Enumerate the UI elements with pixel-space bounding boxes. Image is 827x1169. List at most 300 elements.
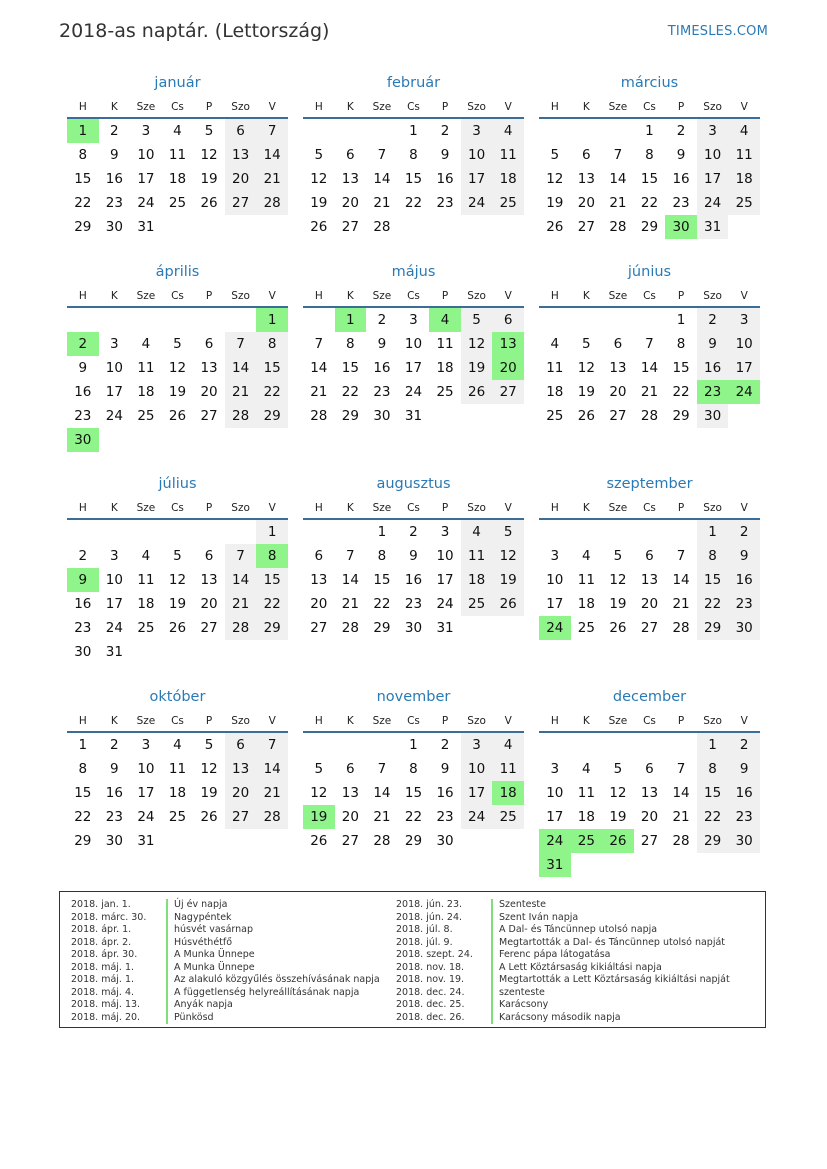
day-cell: 30 <box>373 408 391 424</box>
day-cell: 21 <box>256 781 288 805</box>
day-cell: 18 <box>546 384 564 400</box>
legend-holiday-name: Ferenc pápa látogatása <box>499 949 611 960</box>
day-cell: 18 <box>461 568 493 592</box>
weekday-label: K <box>110 502 118 514</box>
empty-cell <box>665 733 697 757</box>
day-cell: 5 <box>314 147 324 163</box>
legend-holiday-name: Szenteste <box>499 899 546 910</box>
weekday-label: Sze <box>136 290 156 302</box>
day-cell: 9 <box>728 544 760 568</box>
day-grid <box>67 308 288 452</box>
day-cell: 13 <box>609 360 627 376</box>
day-cell: 6 <box>225 119 257 143</box>
legend-marker <box>166 924 168 937</box>
day-cell: 19 <box>609 809 627 825</box>
day-cell: 5 <box>550 147 560 163</box>
weekday-label: K <box>582 715 590 727</box>
day-cell: 17 <box>105 596 123 612</box>
day-cell: 25 <box>577 620 595 636</box>
legend-marker <box>491 924 493 937</box>
day-grid <box>303 119 524 239</box>
day-cell: 21 <box>373 809 391 825</box>
day-cell: 23 <box>728 805 760 829</box>
day-cell: 12 <box>577 360 595 376</box>
day-cell: 9 <box>440 147 450 163</box>
day-cell: 21 <box>225 592 257 616</box>
weekday-label: Sze <box>372 101 392 113</box>
day-cell: 13 <box>310 572 328 588</box>
day-cell: 10 <box>461 143 493 167</box>
legend-row <box>60 999 380 1012</box>
day-cell: 29 <box>341 408 359 424</box>
day-cell: 21 <box>609 195 627 211</box>
day-cell: 19 <box>168 384 187 400</box>
month-calendar <box>303 687 524 853</box>
legend-row <box>60 962 380 975</box>
empty-cell <box>461 829 493 853</box>
day-cell: 21 <box>373 195 391 211</box>
day-cell: 20 <box>200 596 218 612</box>
weekday-header <box>539 498 760 520</box>
month-name: május <box>391 264 436 280</box>
day-cell: 1 <box>409 123 418 139</box>
brand-link[interactable]: TIMESLES.COM <box>667 24 768 39</box>
weekday-label: Cs <box>407 290 420 302</box>
day-cell: 3 <box>461 119 493 143</box>
weekday-label: Cs <box>407 502 420 514</box>
month-name: január <box>154 75 201 91</box>
day-cell: 14 <box>341 572 359 588</box>
legend-row <box>385 912 730 925</box>
day-cell: 3 <box>461 733 493 757</box>
day-cell: 17 <box>461 167 493 191</box>
day-cell: 5 <box>204 123 214 139</box>
day-cell: 7 <box>256 119 288 143</box>
legend-date: 2018. máj. 1. <box>71 961 135 973</box>
day-cell: 17 <box>728 356 760 380</box>
legend-marker <box>491 962 493 975</box>
holiday-legend <box>59 891 766 1028</box>
holiday-day-cell: 30 <box>665 215 697 239</box>
legend-marker <box>166 899 168 912</box>
day-cell: 3 <box>110 548 119 564</box>
day-cell: 23 <box>373 384 391 400</box>
day-cell: 6 <box>204 548 214 564</box>
legend-holiday-name: Szent Iván napja <box>499 911 579 923</box>
day-cell: 12 <box>168 360 187 376</box>
empty-cell <box>492 215 524 239</box>
day-cell: 13 <box>640 572 659 588</box>
weekday-label: V <box>504 101 512 113</box>
day-cell: 13 <box>640 785 659 801</box>
day-cell: 30 <box>105 833 123 849</box>
day-grid <box>539 520 760 640</box>
day-cell: 16 <box>672 171 690 187</box>
day-cell: 15 <box>640 171 659 187</box>
day-cell: 17 <box>137 171 155 187</box>
day-cell: 31 <box>137 833 155 849</box>
weekday-label: Cs <box>643 290 656 302</box>
holiday-day-cell: 1 <box>256 308 288 332</box>
weekday-label: H <box>314 715 323 727</box>
legend-row <box>60 912 380 925</box>
weekday-label: Sze <box>136 715 156 727</box>
empty-cell <box>461 616 493 640</box>
legend-row <box>385 924 730 937</box>
empty-cell <box>130 520 162 544</box>
empty-cell <box>67 308 99 332</box>
day-cell: 28 <box>225 616 257 640</box>
day-cell: 26 <box>168 408 187 424</box>
weekday-header <box>67 498 288 520</box>
weekday-label: Sze <box>136 101 156 113</box>
day-cell: 19 <box>200 785 218 801</box>
day-cell: 11 <box>577 785 595 801</box>
month-name: március <box>620 75 679 91</box>
day-cell: 8 <box>697 757 729 781</box>
empty-cell <box>665 520 697 544</box>
day-cell: 28 <box>256 805 288 829</box>
day-cell: 25 <box>168 809 187 825</box>
empty-cell <box>130 308 162 332</box>
legend-date: 2018. júl. 9. <box>396 936 453 948</box>
day-cell: 18 <box>168 785 187 801</box>
day-cell: 24 <box>137 195 155 211</box>
day-cell: 27 <box>200 620 218 636</box>
weekday-label: Szo <box>703 715 722 727</box>
day-cell: 5 <box>204 737 214 753</box>
empty-cell <box>398 215 430 239</box>
weekday-label: H <box>314 502 323 514</box>
day-cell: 8 <box>377 548 387 564</box>
day-cell: 9 <box>676 147 686 163</box>
day-cell: 30 <box>74 644 92 660</box>
day-cell: 5 <box>613 548 623 564</box>
day-cell: 3 <box>110 336 119 352</box>
day-cell: 15 <box>256 568 288 592</box>
day-cell: 19 <box>461 356 493 380</box>
day-cell: 11 <box>461 544 493 568</box>
day-cell: 16 <box>436 785 454 801</box>
weekday-label: V <box>504 715 512 727</box>
legend-date: 2018. máj. 20. <box>71 1011 141 1023</box>
day-grid <box>303 308 524 428</box>
weekday-label: Szo <box>231 502 250 514</box>
empty-cell <box>461 404 493 428</box>
day-cell: 4 <box>492 119 524 143</box>
empty-cell <box>193 308 225 332</box>
weekday-label: Cs <box>643 502 656 514</box>
weekday-header <box>539 286 760 308</box>
day-cell: 11 <box>137 360 155 376</box>
day-cell: 31 <box>404 408 423 424</box>
day-cell: 15 <box>404 785 423 801</box>
legend-date: 2018. dec. 25. <box>396 999 465 1010</box>
month-name: augusztus <box>376 476 451 492</box>
month-calendar <box>303 73 524 239</box>
empty-cell <box>602 308 634 332</box>
day-cell: 24 <box>137 809 155 825</box>
day-grid <box>539 308 760 428</box>
day-cell: 14 <box>373 785 391 801</box>
empty-cell <box>67 520 99 544</box>
empty-cell <box>303 520 335 544</box>
day-cell: 5 <box>314 761 324 777</box>
day-cell: 22 <box>697 805 729 829</box>
weekday-label: P <box>205 502 213 514</box>
legend-row <box>385 949 730 962</box>
weekday-label: V <box>504 502 512 514</box>
weekday-label: P <box>677 101 685 113</box>
day-cell: 6 <box>346 761 355 777</box>
day-cell: 14 <box>672 572 690 588</box>
day-cell: 15 <box>404 171 423 187</box>
day-cell: 25 <box>492 805 524 829</box>
day-cell: 4 <box>461 520 493 544</box>
weekday-label: H <box>550 101 559 113</box>
day-cell: 12 <box>200 147 218 163</box>
day-cell: 18 <box>168 171 187 187</box>
day-cell: 18 <box>137 596 155 612</box>
day-cell: 27 <box>640 620 659 636</box>
weekday-label: V <box>268 502 276 514</box>
empty-cell <box>571 853 603 877</box>
day-cell: 22 <box>256 592 288 616</box>
empty-cell <box>602 853 634 877</box>
day-cell: 5 <box>582 336 591 352</box>
weekday-label: Cs <box>643 101 656 113</box>
empty-cell <box>602 520 634 544</box>
day-cell: 20 <box>225 781 257 805</box>
day-cell: 17 <box>436 572 454 588</box>
day-cell: 8 <box>78 147 88 163</box>
day-cell: 29 <box>256 616 288 640</box>
day-cell: 24 <box>461 191 493 215</box>
day-cell: 10 <box>105 360 123 376</box>
day-cell: 4 <box>141 548 151 564</box>
day-cell: 11 <box>168 761 187 777</box>
holiday-day-cell: 24 <box>539 616 571 640</box>
day-cell: 28 <box>609 219 627 235</box>
holiday-day-cell: 18 <box>492 781 524 805</box>
legend-column-right <box>385 899 730 1024</box>
weekday-label: K <box>582 502 590 514</box>
day-cell: 16 <box>728 568 760 592</box>
day-cell: 15 <box>256 356 288 380</box>
day-cell: 25 <box>137 620 155 636</box>
day-cell: 8 <box>346 336 355 352</box>
day-cell: 3 <box>141 123 151 139</box>
day-cell: 12 <box>609 572 627 588</box>
day-cell: 1 <box>256 520 288 544</box>
day-cell: 29 <box>404 833 423 849</box>
day-cell: 12 <box>609 785 627 801</box>
weekday-label: Sze <box>608 290 628 302</box>
weekday-label: Szo <box>703 101 722 113</box>
empty-cell <box>665 853 697 877</box>
empty-cell <box>634 853 666 877</box>
weekday-label: K <box>346 502 354 514</box>
legend-holiday-name: Húsvéthétfő <box>174 936 233 948</box>
day-cell: 16 <box>74 384 92 400</box>
legend-row <box>60 987 380 1000</box>
weekday-label: P <box>205 101 213 113</box>
day-cell: 28 <box>225 404 257 428</box>
weekday-label: P <box>677 290 685 302</box>
day-cell: 17 <box>461 781 493 805</box>
weekday-label: H <box>314 290 323 302</box>
weekday-header <box>303 498 524 520</box>
day-cell: 26 <box>200 195 218 211</box>
day-cell: 20 <box>310 596 328 612</box>
weekday-label: Szo <box>231 715 250 727</box>
day-cell: 6 <box>204 336 214 352</box>
day-cell: 5 <box>613 761 623 777</box>
month-calendar <box>67 262 288 452</box>
day-cell: 18 <box>436 360 454 376</box>
weekday-label: K <box>110 290 118 302</box>
day-cell: 12 <box>492 544 524 568</box>
day-cell: 9 <box>110 761 119 777</box>
day-cell: 26 <box>609 620 627 636</box>
day-cell: 4 <box>173 123 182 139</box>
empty-cell <box>634 733 666 757</box>
legend-date: 2018. máj. 13. <box>71 999 141 1010</box>
day-cell: 26 <box>461 380 493 404</box>
legend-marker <box>491 912 493 925</box>
day-cell: 23 <box>728 592 760 616</box>
legend-marker <box>166 1012 168 1025</box>
empty-cell <box>602 119 634 143</box>
weekday-label: K <box>346 290 354 302</box>
legend-row <box>385 1012 730 1025</box>
legend-holiday-name: Nagypéntek <box>174 911 232 923</box>
empty-cell <box>571 308 603 332</box>
weekday-label: V <box>740 290 748 302</box>
day-cell: 18 <box>492 167 524 191</box>
day-cell: 10 <box>137 761 155 777</box>
legend-marker <box>491 1012 493 1025</box>
legend-marker <box>166 999 168 1012</box>
month-name: június <box>627 264 672 280</box>
day-cell: 13 <box>225 143 257 167</box>
day-cell: 23 <box>436 195 454 211</box>
legend-row <box>385 899 730 912</box>
day-cell: 8 <box>409 147 418 163</box>
day-cell: 12 <box>310 171 328 187</box>
day-cell: 12 <box>461 332 493 356</box>
day-cell: 15 <box>74 785 92 801</box>
day-cell: 1 <box>78 737 88 753</box>
day-cell: 11 <box>577 572 595 588</box>
legend-date: 2018. jún. 24. <box>396 911 463 923</box>
empty-cell <box>634 308 666 332</box>
legend-marker <box>491 949 493 962</box>
legend-holiday-name: Új év napja <box>174 899 228 910</box>
day-cell: 24 <box>105 408 123 424</box>
legend-holiday-name: Az alakuló közgyűlés összehívásának napja <box>174 974 380 985</box>
legend-date: 2018. jún. 23. <box>396 899 463 910</box>
day-cell: 11 <box>546 360 564 376</box>
empty-cell <box>130 428 162 452</box>
holiday-day-cell: 19 <box>303 805 335 829</box>
day-cell: 29 <box>256 404 288 428</box>
day-cell: 1 <box>377 524 387 540</box>
empty-cell <box>697 853 729 877</box>
day-cell: 26 <box>168 620 187 636</box>
day-cell: 17 <box>546 809 564 825</box>
day-cell: 17 <box>137 785 155 801</box>
day-cell: 7 <box>346 548 355 564</box>
weekday-label: H <box>550 290 559 302</box>
day-cell: 14 <box>256 757 288 781</box>
day-grid <box>67 119 288 239</box>
day-cell: 10 <box>436 548 454 564</box>
weekday-label: V <box>268 101 276 113</box>
legend-marker <box>166 987 168 1000</box>
day-cell: 14 <box>672 785 690 801</box>
empty-cell <box>193 520 225 544</box>
day-cell: 3 <box>550 548 560 564</box>
day-cell: 14 <box>373 171 391 187</box>
holiday-day-cell: 9 <box>67 568 99 592</box>
empty-cell <box>162 520 194 544</box>
month-calendar <box>539 687 760 877</box>
empty-cell <box>225 428 257 452</box>
day-cell: 29 <box>672 408 690 424</box>
day-cell: 1 <box>645 123 654 139</box>
day-cell: 13 <box>341 171 359 187</box>
month-name: április <box>155 264 200 280</box>
month-name: december <box>612 689 687 705</box>
holiday-day-cell: 25 <box>571 829 603 853</box>
month-name: február <box>386 75 441 91</box>
day-cell: 22 <box>697 592 729 616</box>
day-cell: 25 <box>492 191 524 215</box>
day-cell: 4 <box>492 733 524 757</box>
empty-cell <box>539 733 571 757</box>
day-cell: 10 <box>697 143 729 167</box>
empty-cell <box>366 733 398 757</box>
day-cell: 29 <box>74 833 92 849</box>
day-cell: 26 <box>492 592 524 616</box>
day-cell: 24 <box>105 620 123 636</box>
weekday-label: K <box>582 290 590 302</box>
day-cell: 10 <box>728 332 760 356</box>
empty-cell <box>429 215 461 239</box>
day-cell: 25 <box>461 592 493 616</box>
day-cell: 8 <box>256 332 288 356</box>
day-cell: 7 <box>377 761 387 777</box>
day-cell: 21 <box>672 809 690 825</box>
day-cell: 16 <box>105 171 123 187</box>
day-cell: 13 <box>577 171 595 187</box>
empty-cell <box>225 640 257 664</box>
day-cell: 20 <box>341 195 359 211</box>
day-grid <box>67 520 288 664</box>
day-cell: 28 <box>373 219 391 235</box>
day-cell: 18 <box>577 809 595 825</box>
empty-cell <box>539 520 571 544</box>
empty-cell <box>634 520 666 544</box>
day-cell: 21 <box>310 384 328 400</box>
day-cell: 2 <box>697 308 729 332</box>
legend-holiday-name: Megtartották a Lett Köztársaság kikiáltási napját <box>499 974 730 985</box>
weekday-label: P <box>441 502 449 514</box>
day-cell: 13 <box>225 757 257 781</box>
empty-cell <box>162 215 194 239</box>
weekday-label: Szo <box>467 290 486 302</box>
